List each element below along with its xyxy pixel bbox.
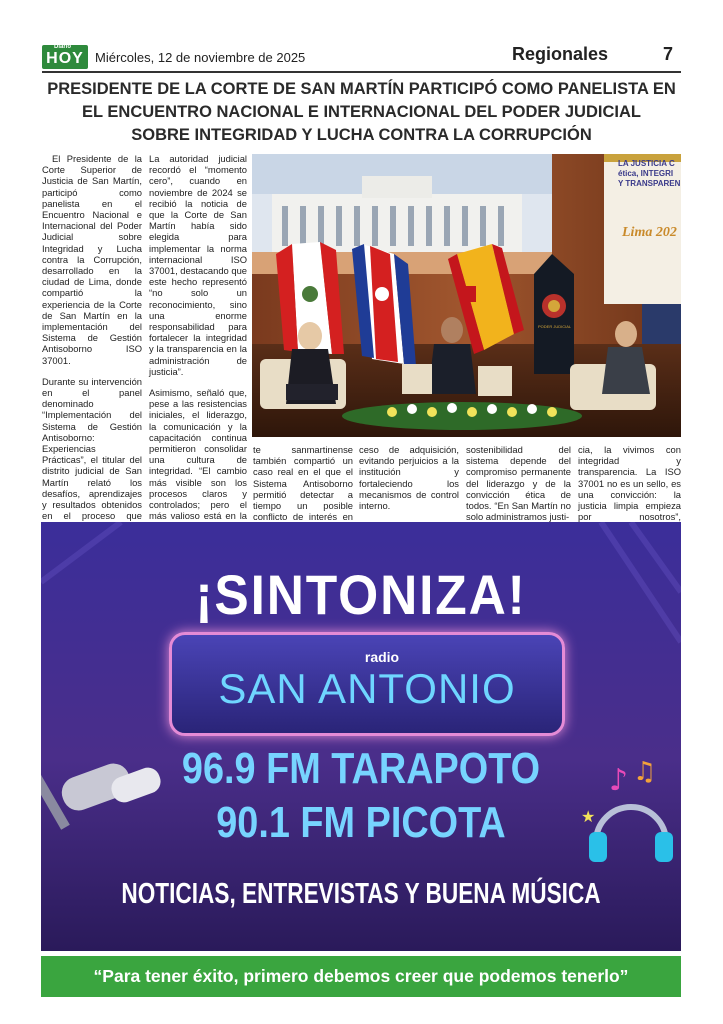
- ad-tagline: NOTICIAS, ENTREVISTAS Y BUENA MÚSICA: [121, 878, 601, 910]
- headline-line-2: EL ENCUENTRO NACIONAL E INTERNACIONAL DEL PODER JUDICIAL: [82, 103, 641, 121]
- banner-text-1: LA JUSTICIA C: [618, 159, 675, 168]
- frequency-picota: 90.1 FM PICOTA: [216, 798, 506, 847]
- article-column-2: [149, 153, 247, 576]
- station-logo: [169, 632, 565, 736]
- svg-text:♪: ♪: [609, 763, 629, 798]
- article-headline: [42, 78, 681, 147]
- page-number: 7: [663, 44, 674, 64]
- svg-text:♫: ♫: [633, 757, 657, 787]
- article-photo: [252, 154, 681, 437]
- flag-caption: PODER JUDICIAL: [538, 324, 572, 329]
- footer-quote: “Para tener éxito, primero debemos creer que podemos tenerlo”: [41, 956, 681, 997]
- article-paragraph: El Presidente de la Corte Superior de Justicia de San Martín, participó como panelista en el Encuentro Nacional e Internacional del Poder Judicial sobre Integridad y Lucha contra la Corrupción, desarrollado en la ciudad de Lima, donde compartió la experiencia de la Corte de San Martín en la implementación del Sistema de Gestión Antisoborno ISO 37001.: [42, 153, 142, 366]
- logo-small-text: Diario: [54, 44, 72, 50]
- station-radio-word: radio: [364, 649, 400, 665]
- article-paragraph: Asimismo, señaló que, pese a las resistencias iniciales, el liderazgo, la comunicación y la capacitación continua permitieron consolidar una cultura de integridad. “El cambio más visible son los procesos claros y controlados; pero el más valioso está en la: [149, 387, 247, 522]
- judiciary-flag: [534, 254, 574, 374]
- section-title: Regionales: [512, 44, 609, 64]
- logo-main-text: HOY: [46, 50, 84, 67]
- headline-line-1: PRESIDENTE DE LA CORTE DE SAN MARTÍN PARTICIPÓ COMO PANELISTA EN: [47, 80, 676, 98]
- article-paragraph: ceso de adquisición, evitando perjuicios a la institución y fortaleciendo los mecanismos de control interno.: [359, 444, 459, 512]
- headline-line-3: SOBRE INTEGRIDAD Y LUCHA CONTRA LA CORRUPCIÓN: [131, 126, 592, 144]
- panel-photo-illustration: [252, 154, 681, 437]
- article-column-5: [466, 444, 571, 532]
- article-paragraph: cia, la vivimos con integridad y transparencia. La ISO 37001 no es un sello, es una convicción: la justicia limpia empieza por nosotros”,: [578, 444, 681, 523]
- banner-text-2: ética, INTEGRI: [618, 169, 674, 178]
- issue-date: Miércoles, 12 de noviembre de 2025: [95, 50, 306, 65]
- flower-arrangement: [342, 402, 582, 430]
- radio-advertisement: [41, 522, 681, 951]
- svg-text:★: ★: [581, 807, 596, 826]
- article-paragraph: sostenibilidad del sistema depende del compromiso permanente del liderazgo y de la convicción ética de todos. “En San Martín no solo administramos justi-: [466, 444, 571, 523]
- ad-title: ¡SINTONIZA!: [195, 563, 527, 626]
- station-name: SAN ANTONIO: [218, 665, 516, 712]
- header-divider: [42, 71, 681, 73]
- banner-city: Lima 202: [622, 225, 677, 240]
- banner-text-3: Y TRANSPAREN: [618, 179, 681, 188]
- article-paragraph: te sanmartinense también compartió un caso real en el que el Sistema Antisoborno permitió detectar a tiempo un posible conflicto de interés en: [253, 444, 353, 523]
- article-paragraph: Durante su intervención en el panel denominado “Implementación del Sistema de Gestión Antisoborno: Experiencias Prácticas”, el titular del distrito judicial de San Martín relató los desafíos, aprendizajes y resultados obtenidos en el proceso que: [42, 375, 142, 522]
- frequency-tarapoto: 96.9 FM TARAPOTO: [181, 744, 541, 793]
- article-paragraph: La autoridad judicial recordó el “momento cero”, cuando en noviembre de 2024 se recibió la noticia de que la Corte de San Martín había sido elegida para implementar la norma internacional ISO 37001, destacando que este hecho representó “no solo un reconocimiento, sino una enorme responsabilidad para fortalecer la integridad y la transparencia en la administración de justicia”.: [149, 153, 248, 377]
- newspaper-logo: [42, 45, 88, 69]
